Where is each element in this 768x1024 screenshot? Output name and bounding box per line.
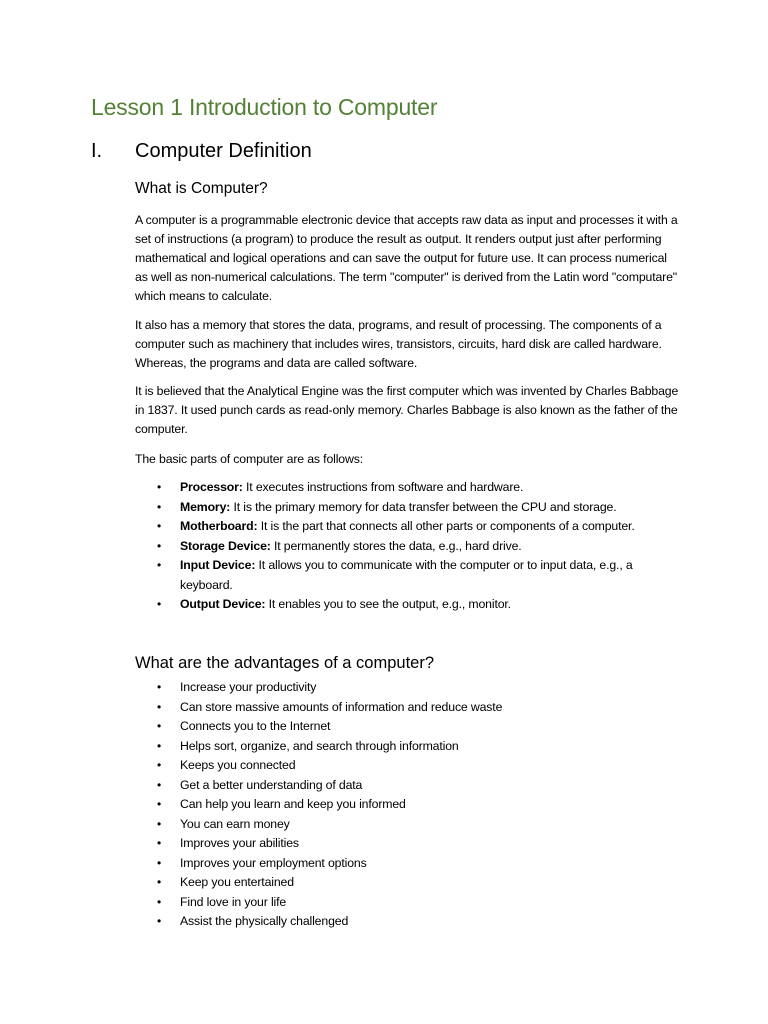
list-item (135, 737, 680, 757)
list-item (135, 873, 680, 893)
bullet-icon: • (157, 777, 162, 792)
bullet-icon: • (157, 480, 162, 494)
advantages-list (135, 678, 680, 932)
advantage-text: Assist the physically challenged (180, 914, 349, 928)
list-item (135, 595, 680, 615)
bullet-icon: • (157, 597, 162, 611)
list-item (135, 556, 680, 595)
lesson-title: Lesson 1 Introduction to Computer (91, 94, 438, 120)
advantage-text: Increase your productivity (180, 680, 317, 694)
paragraph-definition: A computer is a programmable electronic device that accepts raw data as input and processes it with a set of instructions (a program) to produce the result as output. It renders output just after performing mathematical and logical operations and can save the output for future use. It can process numerical as well as non-numerical calculations. The term "computer" is derived from the Latin word "computare" which means to calculate. (135, 213, 678, 303)
advantage-text: You can earn money (180, 816, 290, 831)
advantage-text: Get a better understanding of data (180, 777, 363, 792)
advantage-text: Keep you entertained (180, 875, 294, 889)
bullet-icon: • (157, 680, 162, 694)
part-term: Processor: (180, 480, 243, 494)
list-item (135, 478, 680, 498)
section-heading (91, 140, 312, 163)
list-item (135, 912, 680, 932)
part-term: Motherboard: (180, 519, 258, 533)
bullet-icon: • (157, 538, 162, 553)
list-item (135, 834, 680, 854)
list-item (135, 776, 680, 796)
bullet-icon: • (157, 499, 162, 514)
advantage-text: Improves your abilities (180, 836, 299, 850)
bullet-icon: • (157, 894, 162, 909)
bullet-icon: • (157, 914, 162, 928)
advantage-text: Keeps you connected (180, 758, 296, 772)
list-item (135, 795, 680, 815)
parts-list (135, 478, 680, 615)
bullet-icon: • (157, 797, 162, 811)
bullet-icon: • (157, 836, 162, 850)
paragraph-memory: It also has a memory that stores the data, programs, and result of processing. The components of a computer such as machinery that includes wires, transistors, circuits, hard disk are called hardware. Whereas, the programs and data are called software. (135, 318, 662, 370)
part-term: Memory: (180, 499, 231, 514)
list-item (135, 815, 680, 835)
part-description: It is the part that connects all other parts or components of a computer. (257, 519, 635, 533)
bullet-icon: • (157, 855, 162, 870)
bullet-icon: • (157, 558, 162, 572)
advantage-text: Find love in your life (180, 894, 287, 909)
paragraph-history: It is believed that the Analytical Engine was the first computer which was invented by Charles Babbage in 1837. It used punch cards as read-only memory. Charles Babbage is also known as the father of the computer. (135, 384, 679, 436)
advantage-text: Helps sort, organize, and search through information (180, 738, 459, 753)
bullet-icon: • (157, 719, 162, 733)
bullet-icon: • (157, 758, 162, 772)
bullet-icon: • (157, 875, 162, 889)
list-item (135, 517, 680, 537)
bullet-icon: • (157, 738, 162, 753)
part-term: Input Device: (180, 558, 256, 572)
advantage-text: Can store massive amounts of information and reduce waste (180, 699, 503, 714)
part-term: Output Device: (180, 597, 266, 611)
advantage-text: Connects you to the Internet (180, 719, 331, 733)
bullet-icon: • (157, 699, 162, 714)
part-term: Storage Device: (180, 538, 271, 553)
list-item (135, 893, 680, 913)
part-description: It permanently stores the data, e.g., hard drive. (270, 538, 522, 553)
advantage-text: Improves your employment options (180, 855, 367, 870)
paragraph-parts-intro: The basic parts of computer are as follows: (135, 452, 363, 466)
list-item (135, 498, 680, 518)
list-item (135, 756, 680, 776)
part-description: It executes instructions from software and hardware. (242, 480, 524, 494)
section-title: Computer Definition (135, 140, 312, 162)
list-item (135, 698, 680, 718)
bullet-icon: • (157, 816, 162, 831)
list-item (135, 537, 680, 557)
list-item (135, 717, 680, 737)
part-description: It is the primary memory for data transfer between the CPU and storage. (230, 499, 617, 514)
list-item (135, 854, 680, 874)
bullet-icon: • (157, 519, 162, 533)
section-number: I. (91, 140, 103, 162)
subheading-advantages: What are the advantages of a computer? (135, 654, 435, 672)
advantage-text: Can help you learn and keep you informed (180, 797, 406, 811)
list-item (135, 678, 680, 698)
subheading-what-is-computer: What is Computer? (135, 180, 268, 197)
part-description: It allows you to communicate with the computer or to input data, e.g., a keyboard. (180, 558, 633, 592)
part-description: It enables you to see the output, e.g., monitor. (265, 597, 511, 611)
